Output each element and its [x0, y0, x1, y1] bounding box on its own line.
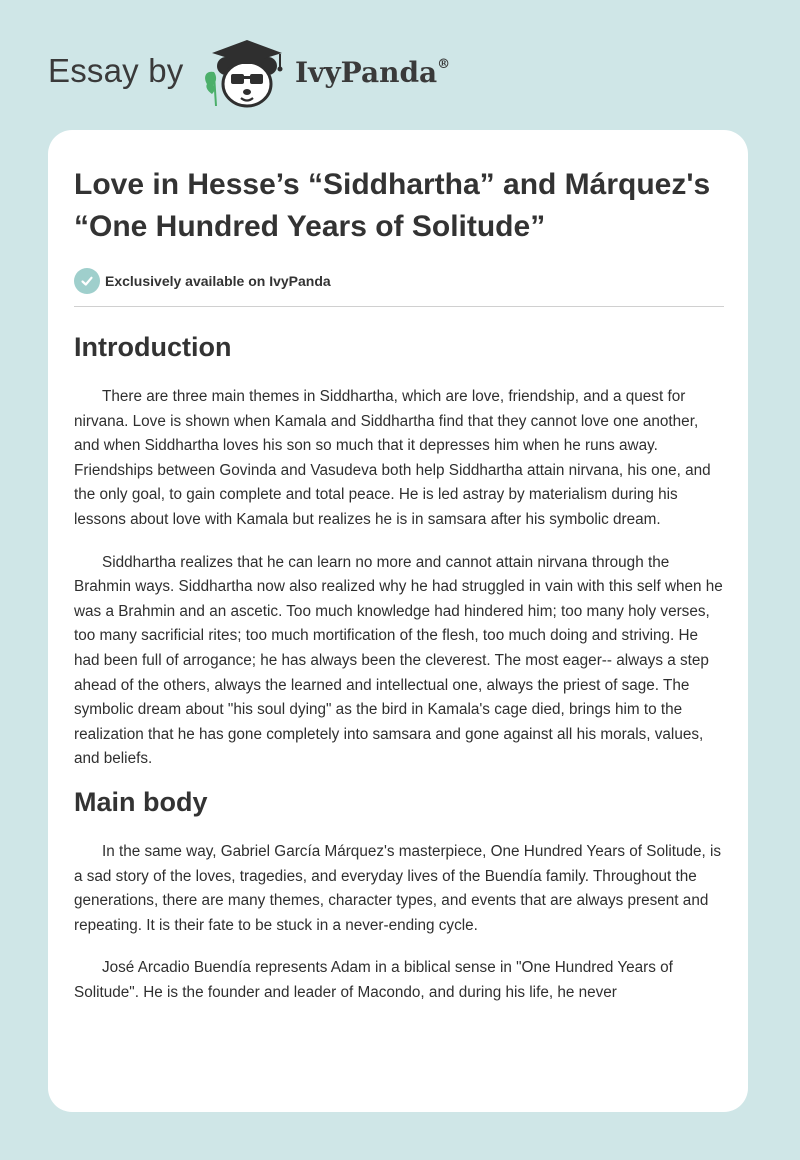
article-title: Love in Hesse’s “Siddhartha” and Márquez's “One Hundred Years of Solitude”: [74, 168, 711, 243]
ivypanda-wordmark[interactable]: IvyPanda®: [295, 56, 451, 89]
exclusive-badge: [74, 268, 724, 294]
section-heading-main-body: Main body: [74, 786, 208, 817]
exclusive-badge-label: Exclusively available on IvyPanda: [105, 273, 331, 289]
article-card: [48, 130, 748, 1112]
paragraph: There are three main themes in Siddhartha, which are love, friendship, and a quest for nirvana. Love is shown when Kamala and Siddhartha find that they cannot love one another, and when Siddhartha loves his son so much that it depresses him when he runs away. Friendships between Govinda and Vasudeva both help Siddhartha attain nirvana, his one, and the only goal, to gain complete and total peace. He is led astray by materialism during his lessons about love with Kamala but realizes he is in samsara after his symbolic dream.: [74, 388, 711, 528]
paragraph: Siddhartha realizes that he can learn no more and cannot attain nirvana through the Brahmin ways. Siddhartha now also realized why he had struggled in vain with this self when he was a Brahmin and an ascetic. Too much knowledge had hindered him; too many holy verses, too many sacrificial rites; too much mortification of the flesh, too much doing and striving. He had been full of arrogance; he has always been the cleverest. The most eager-- always a step ahead of the others, always the learned and intellectual one, always the priest of sage. The symbolic dream about "his soul dying" as the bird in Kamala's cage died, brings him to the realization that he has gone completely into samsara and gone against all his morals, values, and beliefs.: [74, 553, 723, 768]
ivypanda-logo-icon[interactable]: [198, 36, 294, 112]
paragraph: In the same way, Gabriel García Márquez's masterpiece, One Hundred Years of Solitude, is a sad story of the loves, tragedies, and everyday lives of the Buendía family. Throughout the generations, there are many themes, character types, and events that are always present and repeating. It is their fate to be stuck in a never-ending cycle.: [74, 842, 722, 934]
check-icon: [74, 268, 100, 294]
essay-by-label: Essay by: [48, 52, 184, 89]
title-divider: [74, 306, 724, 307]
article-content: [74, 164, 724, 1005]
section-heading-introduction: Introduction: [74, 332, 232, 362]
paragraph: José Arcadio Buendía represents Adam in a biblical sense in "One Hundred Years of Solitude". He is the founder and leader of Macondo, and during his life, he never: [74, 959, 673, 1001]
site-header: [48, 34, 548, 114]
